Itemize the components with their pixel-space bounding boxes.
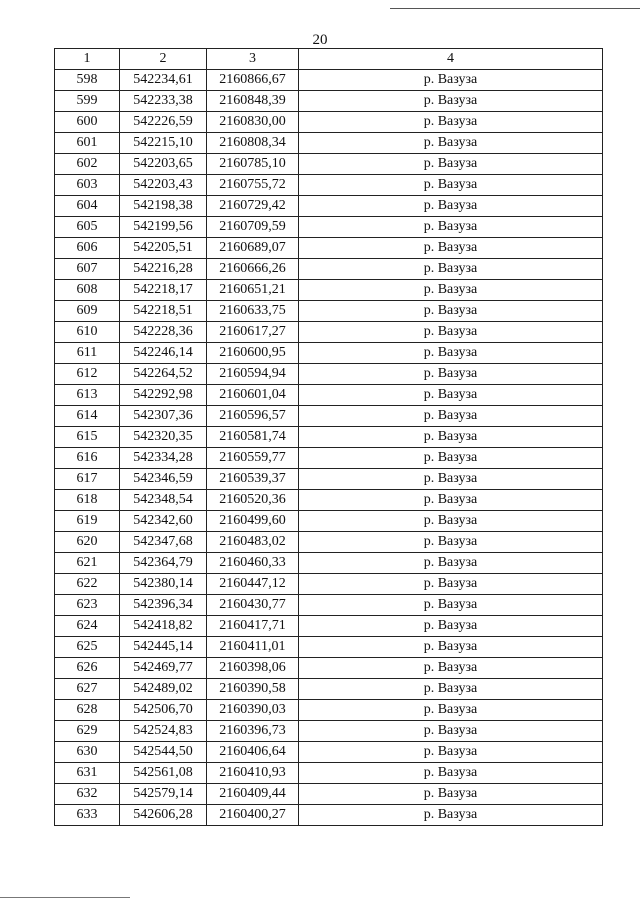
cell-y-coordinate: 2160666,26 bbox=[207, 259, 299, 280]
header-cell-description: 4 bbox=[299, 49, 603, 70]
page-number: 20 bbox=[312, 32, 328, 48]
cell-point-number: 602 bbox=[55, 154, 120, 175]
table-row bbox=[55, 427, 603, 448]
cell-x-coordinate: 542203,43 bbox=[120, 175, 207, 196]
cell-point-number: 630 bbox=[55, 742, 120, 763]
table-header-row bbox=[55, 49, 603, 70]
table-row bbox=[55, 238, 603, 259]
cell-x-coordinate: 542218,51 bbox=[120, 301, 207, 322]
cell-y-coordinate: 2160755,72 bbox=[207, 175, 299, 196]
cell-x-coordinate: 542234,61 bbox=[120, 70, 207, 91]
cell-point-number: 631 bbox=[55, 763, 120, 784]
table-row bbox=[55, 175, 603, 196]
cell-description: р. Вазуза bbox=[299, 637, 603, 658]
cell-y-coordinate: 2160848,39 bbox=[207, 91, 299, 112]
cell-x-coordinate: 542226,59 bbox=[120, 112, 207, 133]
scan-bottom-rule bbox=[0, 897, 130, 898]
cell-x-coordinate: 542199,56 bbox=[120, 217, 207, 238]
cell-x-coordinate: 542246,14 bbox=[120, 343, 207, 364]
cell-description: р. Вазуза bbox=[299, 112, 603, 133]
cell-point-number: 611 bbox=[55, 343, 120, 364]
cell-point-number: 618 bbox=[55, 490, 120, 511]
table-row bbox=[55, 616, 603, 637]
cell-point-number: 606 bbox=[55, 238, 120, 259]
table-row bbox=[55, 343, 603, 364]
cell-x-coordinate: 542348,54 bbox=[120, 490, 207, 511]
cell-description: р. Вазуза bbox=[299, 322, 603, 343]
cell-description: р. Вазуза bbox=[299, 574, 603, 595]
cell-point-number: 622 bbox=[55, 574, 120, 595]
cell-description: р. Вазуза bbox=[299, 490, 603, 511]
cell-point-number: 616 bbox=[55, 448, 120, 469]
cell-point-number: 614 bbox=[55, 406, 120, 427]
cell-x-coordinate: 542346,59 bbox=[120, 469, 207, 490]
table-row bbox=[55, 70, 603, 91]
table-body bbox=[55, 70, 603, 826]
cell-y-coordinate: 2160830,00 bbox=[207, 112, 299, 133]
cell-description: р. Вазуза bbox=[299, 595, 603, 616]
table-row bbox=[55, 448, 603, 469]
table-row bbox=[55, 133, 603, 154]
table-row bbox=[55, 532, 603, 553]
cell-y-coordinate: 2160539,37 bbox=[207, 469, 299, 490]
cell-y-coordinate: 2160411,01 bbox=[207, 637, 299, 658]
cell-point-number: 608 bbox=[55, 280, 120, 301]
cell-point-number: 633 bbox=[55, 805, 120, 826]
table-row bbox=[55, 637, 603, 658]
cell-point-number: 604 bbox=[55, 196, 120, 217]
table-row bbox=[55, 112, 603, 133]
header-cell-point-number: 1 bbox=[55, 49, 120, 70]
cell-y-coordinate: 2160396,73 bbox=[207, 721, 299, 742]
table-row bbox=[55, 322, 603, 343]
cell-description: р. Вазуза bbox=[299, 91, 603, 112]
cell-x-coordinate: 542307,36 bbox=[120, 406, 207, 427]
table-row bbox=[55, 784, 603, 805]
cell-description: р. Вазуза bbox=[299, 259, 603, 280]
cell-x-coordinate: 542218,17 bbox=[120, 280, 207, 301]
cell-y-coordinate: 2160729,42 bbox=[207, 196, 299, 217]
cell-x-coordinate: 542469,77 bbox=[120, 658, 207, 679]
cell-y-coordinate: 2160460,33 bbox=[207, 553, 299, 574]
cell-x-coordinate: 542264,52 bbox=[120, 364, 207, 385]
cell-description: р. Вазуза bbox=[299, 385, 603, 406]
table-row bbox=[55, 259, 603, 280]
cell-description: р. Вазуза bbox=[299, 700, 603, 721]
cell-description: р. Вазуза bbox=[299, 553, 603, 574]
cell-y-coordinate: 2160483,02 bbox=[207, 532, 299, 553]
cell-x-coordinate: 542215,10 bbox=[120, 133, 207, 154]
table-row bbox=[55, 301, 603, 322]
cell-point-number: 627 bbox=[55, 679, 120, 700]
table-row bbox=[55, 658, 603, 679]
cell-point-number: 629 bbox=[55, 721, 120, 742]
cell-point-number: 625 bbox=[55, 637, 120, 658]
cell-point-number: 598 bbox=[55, 70, 120, 91]
cell-x-coordinate: 542334,28 bbox=[120, 448, 207, 469]
header-cell-x-coordinate: 2 bbox=[120, 49, 207, 70]
cell-description: р. Вазуза bbox=[299, 658, 603, 679]
cell-point-number: 615 bbox=[55, 427, 120, 448]
table-row bbox=[55, 742, 603, 763]
cell-point-number: 599 bbox=[55, 91, 120, 112]
cell-y-coordinate: 2160559,77 bbox=[207, 448, 299, 469]
cell-description: р. Вазуза bbox=[299, 175, 603, 196]
cell-x-coordinate: 542364,79 bbox=[120, 553, 207, 574]
cell-point-number: 624 bbox=[55, 616, 120, 637]
cell-x-coordinate: 542561,08 bbox=[120, 763, 207, 784]
cell-point-number: 609 bbox=[55, 301, 120, 322]
cell-y-coordinate: 2160406,64 bbox=[207, 742, 299, 763]
cell-x-coordinate: 542418,82 bbox=[120, 616, 207, 637]
cell-point-number: 600 bbox=[55, 112, 120, 133]
cell-y-coordinate: 2160866,67 bbox=[207, 70, 299, 91]
cell-point-number: 628 bbox=[55, 700, 120, 721]
cell-description: р. Вазуза bbox=[299, 784, 603, 805]
cell-x-coordinate: 542342,60 bbox=[120, 511, 207, 532]
cell-x-coordinate: 542579,14 bbox=[120, 784, 207, 805]
table-row bbox=[55, 406, 603, 427]
cell-x-coordinate: 542606,28 bbox=[120, 805, 207, 826]
cell-x-coordinate: 542320,35 bbox=[120, 427, 207, 448]
cell-description: р. Вазуза bbox=[299, 448, 603, 469]
cell-description: р. Вазуза bbox=[299, 343, 603, 364]
cell-point-number: 632 bbox=[55, 784, 120, 805]
cell-description: р. Вазуза bbox=[299, 532, 603, 553]
cell-point-number: 603 bbox=[55, 175, 120, 196]
table-row bbox=[55, 700, 603, 721]
cell-y-coordinate: 2160651,21 bbox=[207, 280, 299, 301]
cell-description: р. Вазуза bbox=[299, 616, 603, 637]
table-row bbox=[55, 679, 603, 700]
cell-description: р. Вазуза bbox=[299, 721, 603, 742]
cell-description: р. Вазуза bbox=[299, 280, 603, 301]
cell-y-coordinate: 2160808,34 bbox=[207, 133, 299, 154]
cell-y-coordinate: 2160600,95 bbox=[207, 343, 299, 364]
cell-description: р. Вазуза bbox=[299, 238, 603, 259]
cell-x-coordinate: 542506,70 bbox=[120, 700, 207, 721]
cell-point-number: 621 bbox=[55, 553, 120, 574]
cell-description: р. Вазуза bbox=[299, 217, 603, 238]
cell-x-coordinate: 542489,02 bbox=[120, 679, 207, 700]
cell-x-coordinate: 542396,34 bbox=[120, 595, 207, 616]
cell-description: р. Вазуза bbox=[299, 133, 603, 154]
cell-x-coordinate: 542347,68 bbox=[120, 532, 207, 553]
cell-description: р. Вазуза bbox=[299, 427, 603, 448]
cell-y-coordinate: 2160520,36 bbox=[207, 490, 299, 511]
cell-x-coordinate: 542380,14 bbox=[120, 574, 207, 595]
table-row bbox=[55, 574, 603, 595]
table-row bbox=[55, 217, 603, 238]
cell-y-coordinate: 2160409,44 bbox=[207, 784, 299, 805]
table-row bbox=[55, 805, 603, 826]
cell-point-number: 620 bbox=[55, 532, 120, 553]
cell-y-coordinate: 2160447,12 bbox=[207, 574, 299, 595]
cell-x-coordinate: 542524,83 bbox=[120, 721, 207, 742]
cell-x-coordinate: 542228,36 bbox=[120, 322, 207, 343]
table-row bbox=[55, 154, 603, 175]
cell-description: р. Вазуза bbox=[299, 364, 603, 385]
coordinates-table bbox=[54, 48, 603, 826]
cell-y-coordinate: 2160785,10 bbox=[207, 154, 299, 175]
table-row bbox=[55, 595, 603, 616]
cell-y-coordinate: 2160499,60 bbox=[207, 511, 299, 532]
cell-point-number: 619 bbox=[55, 511, 120, 532]
cell-y-coordinate: 2160581,74 bbox=[207, 427, 299, 448]
cell-y-coordinate: 2160390,58 bbox=[207, 679, 299, 700]
cell-y-coordinate: 2160400,27 bbox=[207, 805, 299, 826]
table-row bbox=[55, 490, 603, 511]
cell-point-number: 612 bbox=[55, 364, 120, 385]
header-cell-y-coordinate: 3 bbox=[207, 49, 299, 70]
table-row bbox=[55, 280, 603, 301]
cell-description: р. Вазуза bbox=[299, 154, 603, 175]
cell-x-coordinate: 542544,50 bbox=[120, 742, 207, 763]
table-row bbox=[55, 91, 603, 112]
scan-top-rule bbox=[390, 8, 640, 9]
cell-y-coordinate: 2160709,59 bbox=[207, 217, 299, 238]
cell-description: р. Вазуза bbox=[299, 805, 603, 826]
cell-point-number: 623 bbox=[55, 595, 120, 616]
cell-point-number: 626 bbox=[55, 658, 120, 679]
table-row bbox=[55, 721, 603, 742]
cell-description: р. Вазуза bbox=[299, 70, 603, 91]
cell-point-number: 607 bbox=[55, 259, 120, 280]
table-row bbox=[55, 763, 603, 784]
cell-description: р. Вазуза bbox=[299, 196, 603, 217]
cell-x-coordinate: 542203,65 bbox=[120, 154, 207, 175]
cell-point-number: 617 bbox=[55, 469, 120, 490]
table-row bbox=[55, 553, 603, 574]
table-row bbox=[55, 385, 603, 406]
cell-y-coordinate: 2160617,27 bbox=[207, 322, 299, 343]
cell-x-coordinate: 542216,28 bbox=[120, 259, 207, 280]
cell-description: р. Вазуза bbox=[299, 406, 603, 427]
cell-x-coordinate: 542445,14 bbox=[120, 637, 207, 658]
cell-x-coordinate: 542292,98 bbox=[120, 385, 207, 406]
cell-description: р. Вазуза bbox=[299, 763, 603, 784]
cell-x-coordinate: 542205,51 bbox=[120, 238, 207, 259]
cell-y-coordinate: 2160601,04 bbox=[207, 385, 299, 406]
cell-y-coordinate: 2160430,77 bbox=[207, 595, 299, 616]
cell-point-number: 610 bbox=[55, 322, 120, 343]
cell-y-coordinate: 2160596,57 bbox=[207, 406, 299, 427]
table-row bbox=[55, 364, 603, 385]
cell-x-coordinate: 542198,38 bbox=[120, 196, 207, 217]
table-row bbox=[55, 511, 603, 532]
cell-y-coordinate: 2160390,03 bbox=[207, 700, 299, 721]
cell-y-coordinate: 2160417,71 bbox=[207, 616, 299, 637]
cell-description: р. Вазуза bbox=[299, 469, 603, 490]
cell-y-coordinate: 2160689,07 bbox=[207, 238, 299, 259]
table-row bbox=[55, 469, 603, 490]
cell-point-number: 601 bbox=[55, 133, 120, 154]
cell-y-coordinate: 2160410,93 bbox=[207, 763, 299, 784]
cell-y-coordinate: 2160633,75 bbox=[207, 301, 299, 322]
cell-y-coordinate: 2160594,94 bbox=[207, 364, 299, 385]
cell-y-coordinate: 2160398,06 bbox=[207, 658, 299, 679]
cell-description: р. Вазуза bbox=[299, 679, 603, 700]
cell-point-number: 613 bbox=[55, 385, 120, 406]
cell-description: р. Вазуза bbox=[299, 301, 603, 322]
cell-description: р. Вазуза bbox=[299, 742, 603, 763]
cell-point-number: 605 bbox=[55, 217, 120, 238]
table-row bbox=[55, 196, 603, 217]
cell-x-coordinate: 542233,38 bbox=[120, 91, 207, 112]
cell-description: р. Вазуза bbox=[299, 511, 603, 532]
